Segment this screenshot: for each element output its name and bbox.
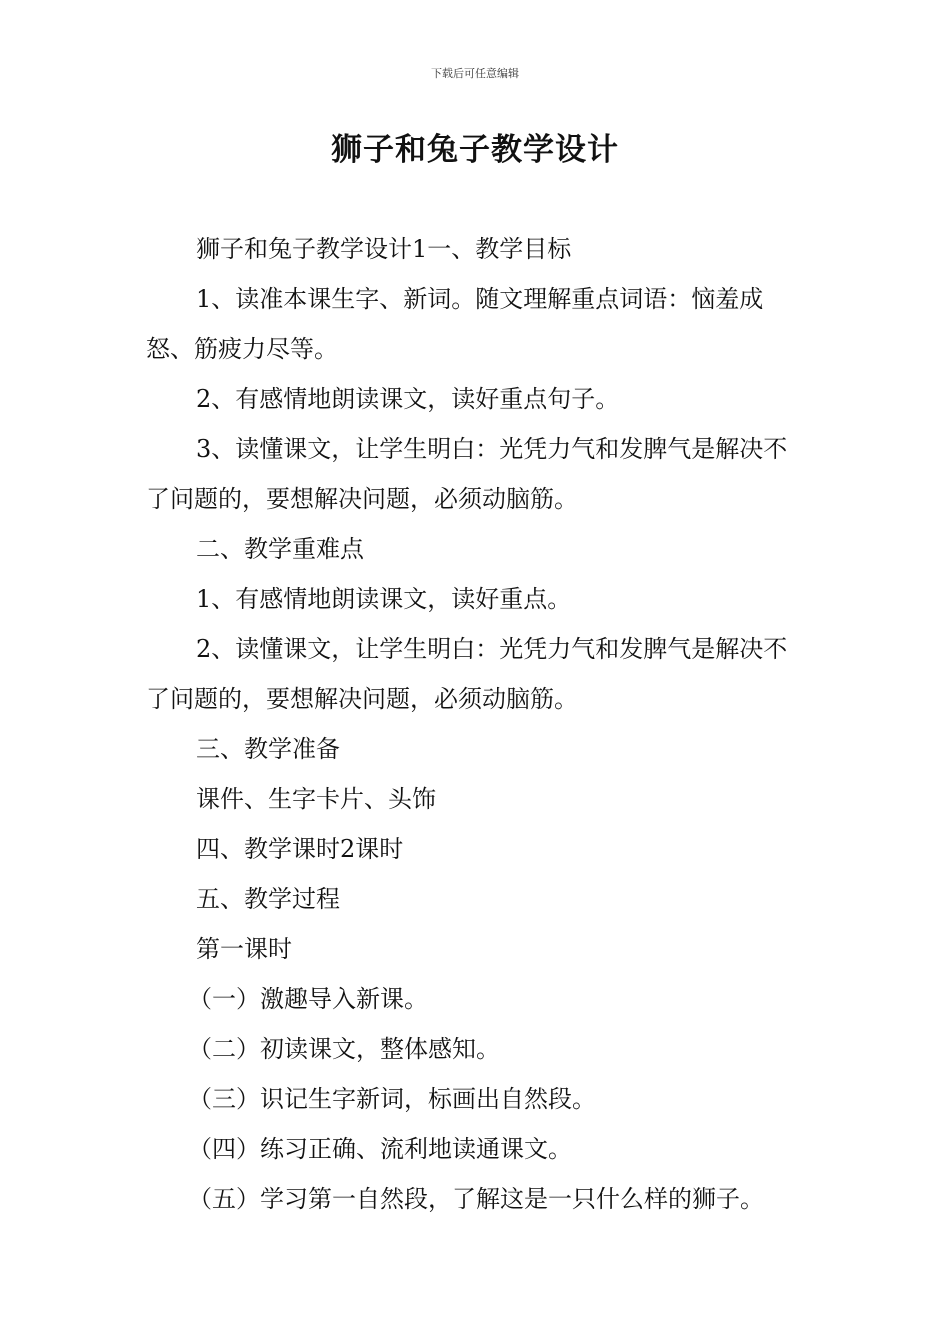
document-body — [146, 224, 808, 1224]
section-heading-process: 五、教学过程 — [196, 885, 340, 913]
paragraph-goal-2: 2、有感情地朗读课文，读好重点句子。 — [196, 385, 620, 413]
paragraph-key-point-1: 1、有感情地朗读课文，读好重点。 — [196, 585, 572, 613]
paragraph-goal-1: 1、读准本课生字、新词。随文理解重点词语：恼羞成怒、筋疲力尽等。 — [146, 285, 764, 363]
paragraph-intro: 狮子和兔子教学设计1一、教学目标 — [196, 235, 572, 263]
section-heading-class-hours: 四、教学课时2课时 — [196, 835, 404, 863]
step-2: （二）初读课文，整体感知。 — [188, 1035, 500, 1063]
section-heading-preparation: 三、教学准备 — [196, 735, 340, 763]
subheading-first-lesson: 第一课时 — [196, 935, 292, 963]
step-4: （四）练习正确、流利地读通课文。 — [188, 1135, 572, 1163]
paragraph-key-point-2: 2、读懂课文，让学生明白：光凭力气和发脾气是解决不了问题的，要想解决问题，必须动脑筋。 — [146, 635, 788, 713]
step-1: （一）激趣导入新课。 — [188, 985, 428, 1013]
step-5: （五）学习第一自然段，了解这是一只什么样的狮子。 — [188, 1185, 764, 1213]
step-3: （三）识记生字新词，标画出自然段。 — [188, 1085, 596, 1113]
section-heading-key-points: 二、教学重难点 — [196, 535, 364, 563]
paragraph-materials: 课件、生字卡片、头饰 — [196, 785, 436, 813]
header-note: 下载后可任意编辑 — [431, 67, 519, 80]
paragraph-goal-3: 3、读懂课文，让学生明白：光凭力气和发脾气是解决不了问题的，要想解决问题，必须动脑筋。 — [146, 435, 788, 513]
document-title: 狮子和兔子教学设计 — [331, 132, 619, 168]
